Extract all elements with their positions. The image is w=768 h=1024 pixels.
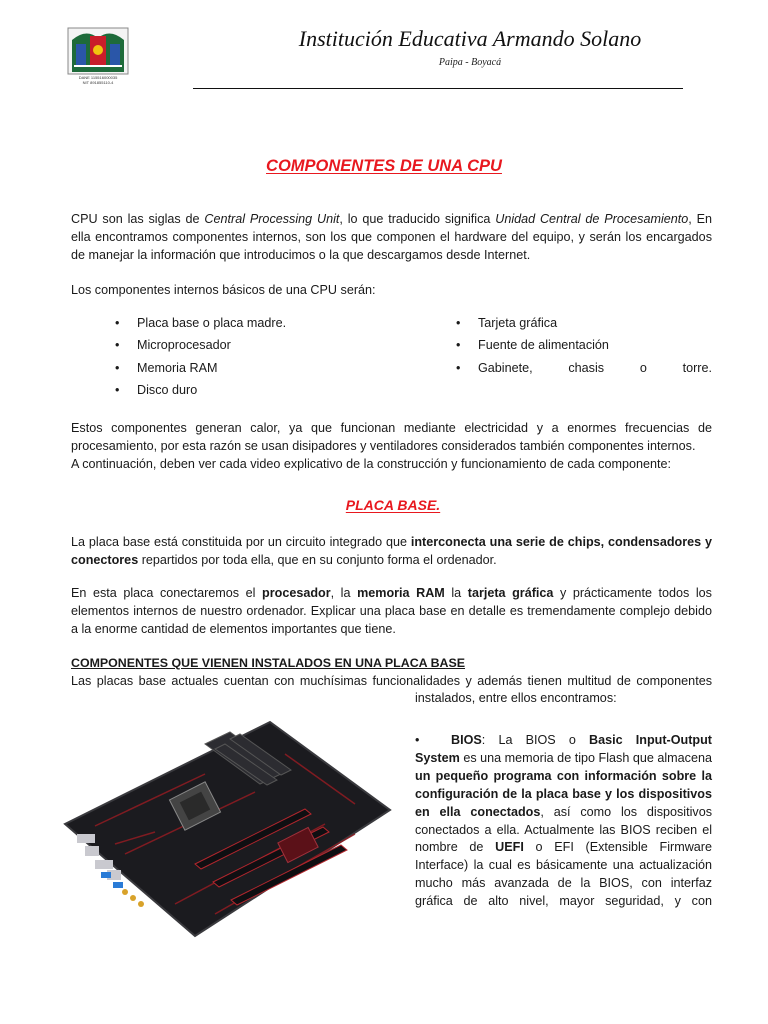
bullet-icon: • [456,316,461,330]
placa-p2-text-e: y prácticamente todos los elementos internos de nuestro ordenador. Explicar una placa base en detalle es tremendamente complejo debido a la enorme cantidad de elementos importantes que tiene. [71,586,712,636]
list-item [456,359,712,381]
o-word: o [639,360,647,375]
bullet-icon: • [456,360,461,375]
list-item-label: Placa base o placa madre. [137,316,287,330]
document-title: COMPONENTES DE UNA CPU [266,157,502,175]
placa-p2-bold-grafica: tarjeta gráfica [467,586,554,600]
bios-text-a: : La BIOS o [481,733,589,747]
list-item [456,336,712,358]
list-item-label: Fuente de alimentación [478,338,609,353]
list-item [115,381,286,403]
sub-paragraph-1: Las placas base actuales cuentan con muchísimas funcionalidades y además tienen multitud de componentes [71,674,712,688]
placa-p2-text-c: , la [330,586,358,600]
list-item [456,314,712,336]
motherboard-image [55,714,400,944]
list-item-label: Disco duro [137,382,198,397]
logo-caption-nit: NIT 891855110-4 [82,80,114,85]
bullet-icon: • [115,360,120,375]
placa-p2-bold-ram: memoria RAM [357,586,445,600]
bios-text-d: , así como los dispositivos conectados a ella. Actualmente las BIOS reciben el nombre de [415,804,712,855]
list-item-label: Microprocesador [137,338,231,353]
header-divider [193,88,683,89]
placa-p1-bold: interconecta una serie de chips, condensadores y conectores [71,535,712,567]
bullet-icon: • [115,338,120,353]
bios-term-expanded: Basic Input-Output System [415,733,712,765]
bios-term-uefi: UEFI [495,840,524,855]
chasis-word: chasis [568,360,605,375]
intro-text-2: , lo que traducido significa [339,212,496,226]
logo-caption-dane: DANE 115516000035 [78,75,118,80]
intro-term-translation: Unidad Central de Procesamiento [495,212,689,226]
heat-paragraph: Estos componentes generan calor, ya que funcionan mediante electricidad y a enormes frecuencias de procesamiento, por esta razón se usan disipadores y ventiladores considerados también componentes internos. [71,421,712,453]
sub-paragraph-2: instalados, entre ellos encontramos: [415,691,617,705]
bullet-icon: • [415,733,420,747]
sub-heading-componentes: COMPONENTES QUE VIENEN INSTALADOS EN UNA PLACA BASE [71,656,466,670]
placa-p2-text-a: En esta placa conectaremos el [71,586,263,600]
placa-paragraph-2 [71,584,712,638]
placa-p1-text-a: La placa base está constituida por un circuito integrado que [71,535,411,549]
placa-p2-bold-procesador: procesador [262,586,331,600]
components-list-left [115,314,287,403]
logo-caption [66,75,130,85]
bios-paragraph [415,732,712,911]
section-title-placa-base: PLACA BASE. [345,497,441,513]
torre-word: torre. [682,360,712,375]
bullet-icon: • [456,338,461,353]
list-item-label [478,359,712,377]
list-item-label: Memoria RAM [137,360,218,375]
list-item-label: Tarjeta gráfica [478,316,558,330]
components-intro: Los componentes internos básicos de una CPU serán: [71,283,376,297]
components-list-right [456,314,712,381]
bullet-icon: • [115,382,120,397]
institution-name: Institución Educativa Armando Solano [298,26,642,51]
list-item [115,314,287,336]
bios-bold-description: un pequeño programa con información sobre la configuración de la placa base y los dispositivos en ella conectados [415,768,712,819]
intro-term-cpu: Central Processing Unit [204,212,340,226]
institution-location: Paipa - Boyacá [438,57,502,68]
gabinete-word: Gabinete, [478,360,533,375]
placa-p1-text-c: repartidos por toda ella, que en su conjunto forma el ordenador. [138,553,497,567]
bios-text-e: o EFI (Extensible Firmware Interface) la cual es básicamente una actualización mucho más avanzada de la BIOS, con interfaz gráfica de alto nivel, mayor seguridad, y con [415,840,712,909]
placa-paragraph-1 [71,533,712,569]
video-paragraph: A continuación, deben ver cada video explicativo de la construcción y funcionamiento de cada componente: [71,457,671,471]
list-item [115,359,286,381]
bullet-icon: • [115,316,120,330]
intro-paragraph [71,210,712,264]
intro-text-3: , En ella encontramos componentes internos, son los que componen el hardware del equipo, y serán los encargados de manejar la información que introducimos o la que descargamos desde Internet. [71,212,713,262]
list-item [115,336,286,358]
bios-term: BIOS [451,733,482,747]
placa-p2-text-d: la [444,586,468,600]
bios-text-c: es una memoria de tipo Flash que almacena [459,750,712,765]
intro-text-1: CPU son las siglas de [71,212,205,226]
